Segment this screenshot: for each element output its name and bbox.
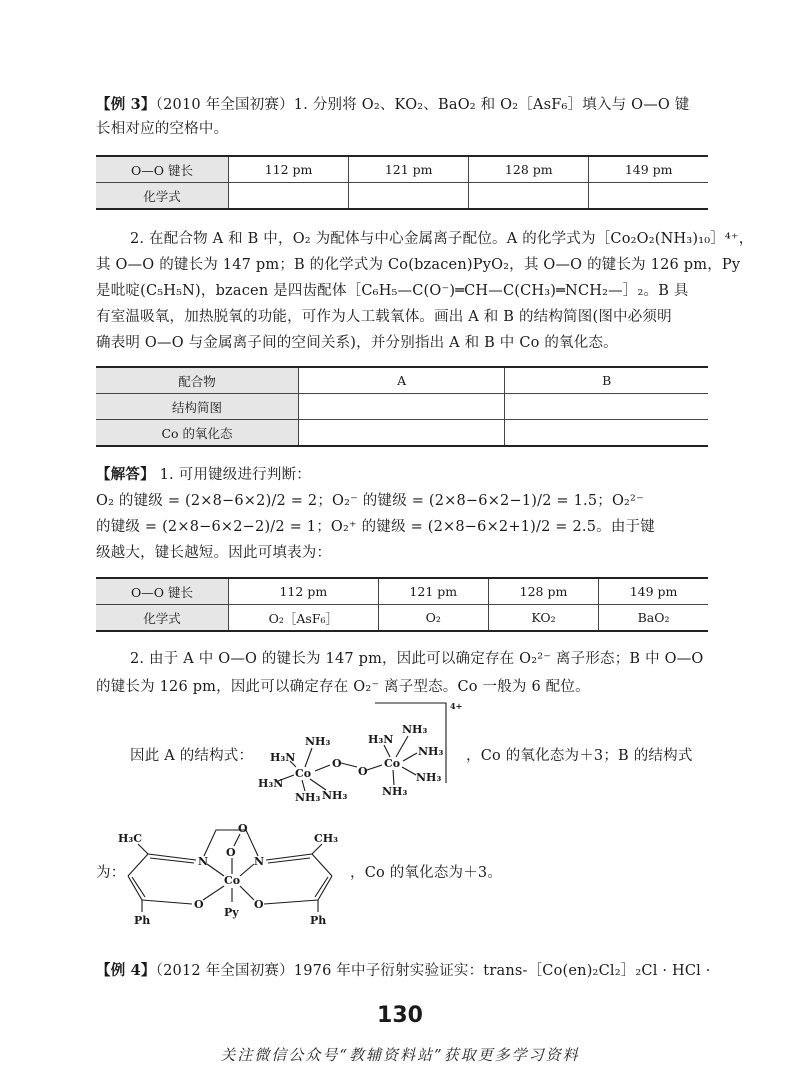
table-cell: O—O 键长: [96, 156, 229, 183]
bond: [312, 844, 322, 854]
bond: [203, 886, 224, 900]
table-cell: 121 pm: [378, 578, 488, 605]
table-cell: 结构简图: [96, 394, 299, 420]
oxygen-atom: O: [238, 822, 248, 835]
table-cell: [229, 183, 349, 210]
table-cell: Co 的氧化态: [96, 420, 299, 447]
bond: [142, 900, 192, 904]
oxygen-atom: O: [194, 898, 204, 911]
table-cell: 121 pm: [349, 156, 469, 183]
oxygen-atom: O: [226, 846, 236, 859]
table-row: [96, 420, 708, 447]
bond: [315, 765, 330, 771]
example3-line2: 长相对应的空格中。: [96, 121, 229, 137]
structB-suffix: ，Co 的氧化态为＋3。: [350, 865, 503, 881]
oxygen-atom: O: [332, 757, 342, 770]
answer-line1: [96, 464, 716, 486]
structure-b-diagram: [112, 818, 350, 930]
footer-note: 关注微信公众号“教辅资料站”获取更多学习资料: [220, 1046, 580, 1064]
bond: [403, 753, 417, 761]
oxygen-atom: O: [254, 898, 264, 911]
ligand-nh3: NH₃: [305, 735, 331, 748]
ligand-nh3: NH₃: [416, 771, 442, 784]
bond: [240, 864, 254, 876]
table-bond-length-blank: [96, 155, 708, 210]
table-cell: 配合物: [96, 367, 299, 394]
nitrogen-atom: N: [254, 855, 265, 868]
ligand-nh3: NH₃: [322, 789, 348, 802]
ligand-h3n: H₃N: [368, 733, 394, 746]
bond: [234, 834, 240, 846]
part2-line1: 2. 由于 A 中 O—O 的键长为 147 pm，因此可以确定存在 O₂²⁻ 离子形态；B 中 O—O: [130, 651, 704, 667]
table-cell: [505, 394, 708, 420]
ligand-nh3: NH₃: [418, 745, 444, 758]
example4-line: [96, 960, 716, 982]
table-cell: [505, 420, 708, 447]
table-row: [96, 367, 708, 394]
table-cell: [469, 183, 589, 210]
pyridine-label: Py: [224, 906, 239, 919]
bond: [312, 854, 332, 876]
table-cell: [589, 183, 708, 210]
table-row: [96, 605, 708, 632]
bond: [264, 900, 318, 904]
answer-line3: 的键级 = (2×8−6×2−2)/2 = 1；O₂⁺ 的键级 = (2×8−6×2+1)/2 = 2.5。由于键: [96, 519, 655, 535]
table-bond-length-filled: [96, 577, 708, 632]
ligand-h3n: H₃N: [270, 751, 296, 764]
bond: [240, 886, 254, 900]
co-atom: Co: [224, 874, 241, 887]
bond: [305, 748, 312, 767]
table-cell: [349, 183, 469, 210]
bond: [302, 780, 305, 791]
answer-line2: O₂ 的键级 = (2×8−6×2)/2 = 2；O₂⁻ 的键级 = (2×8−6×2−1)/2 = 1.5；O₂²⁻: [96, 493, 644, 509]
para2-line2: 其 O—O 的键长为 147 pm；B 的化学式为 Co(bzacen)PyO₂，其 O—O 的键长为 126 pm，Py: [96, 257, 741, 273]
bond: [367, 765, 382, 770]
table-row: [96, 156, 708, 183]
ligand-h3n: H₃N: [258, 777, 284, 790]
ligand-nh3: NH₃: [295, 791, 321, 804]
table-cell: O₂［AsF₆］: [229, 605, 379, 632]
ligand-nh3: NH₃: [382, 785, 408, 798]
example4-tag: 【例 4】: [96, 962, 156, 979]
table-cell: 化学式: [96, 183, 229, 210]
structure-a-diagram: [250, 695, 465, 805]
answer-line4: 级越大，键长越短。因此可填表为：: [96, 545, 332, 561]
table-cell: 128 pm: [469, 156, 589, 183]
structA-prefix: 因此 A 的结构式：: [130, 748, 254, 764]
para2-line5: 确表明 O—O 与金属离子间的空间关系)，并分别指出 A 和 B 中 Co 的氧化态。: [96, 335, 618, 351]
structA-suffix: ，Co 的氧化态为＋3；B 的结构式: [466, 748, 693, 764]
table-cell: O₂: [378, 605, 488, 632]
table-cell: 化学式: [96, 605, 229, 632]
table-cell: A: [299, 367, 505, 394]
bond: [128, 876, 142, 900]
bond: [138, 844, 148, 854]
ligand-nh3: NH₃: [402, 723, 428, 736]
page-number: 130: [377, 1003, 423, 1028]
para2-line4: 有室温吸氧，加热脱氧的功能，可作为人工载氧体。画出 A 和 B 的结构简图(图中必须明: [96, 309, 672, 325]
table-cell: 112 pm: [229, 578, 379, 605]
table-row: [96, 183, 708, 210]
table-cell: 128 pm: [488, 578, 598, 605]
table-cell: 112 pm: [229, 156, 349, 183]
bond: [402, 767, 416, 775]
answer-tag: 【解答】: [96, 466, 155, 483]
bond: [310, 779, 326, 790]
part2-line2: 的键长为 126 pm，因此可以确定存在 O₂⁻ 离子型态。Co 一般为 6 配位。: [96, 679, 590, 695]
table-cell: BaO₂: [599, 605, 708, 632]
bond: [318, 876, 332, 900]
charge-label: 4+: [450, 701, 463, 711]
table-cell: 149 pm: [589, 156, 708, 183]
phenyl-label: Ph: [310, 914, 327, 927]
example3-line1: [96, 94, 716, 116]
para2-line3: 是吡啶(C₅H₅N)，bzacen 是四齿配体［C₆H₅—C(O⁻)═CH—C(CH₃)═NCH₂—］₂。B 具: [96, 283, 689, 299]
bond: [207, 864, 224, 876]
methyl-label: H₃C: [118, 832, 142, 845]
example3-tag: 【例 3】: [96, 96, 156, 113]
example3-text: （2010 年全国初赛）1. 分别将 O₂、KO₂、BaO₂ 和 O₂［AsF₆］填入与 O—O 键: [155, 97, 690, 113]
bond: [341, 763, 357, 767]
table-cell: [299, 420, 505, 447]
bond: [396, 736, 408, 757]
table-cell: [299, 394, 505, 420]
table-row: [96, 578, 708, 605]
table-cell: B: [505, 367, 708, 394]
co-atom-left: Co: [295, 767, 312, 780]
table-row: [96, 394, 708, 420]
bond: [128, 854, 148, 876]
bond: [384, 745, 390, 757]
table-complex-structure: [96, 366, 708, 447]
methyl-label: CH₃: [314, 832, 338, 845]
structB-prefix: 为：: [96, 865, 126, 881]
phenyl-label: Ph: [134, 914, 151, 927]
example4-text: （2012 年全国初赛）1976 年中子衍射实验证实：trans-［Co(en)₂Cl₂］₂Cl · HCl ·: [155, 963, 711, 979]
bond: [393, 770, 394, 785]
oxygen-atom: O: [358, 765, 368, 778]
nitrogen-atom: N: [198, 855, 209, 868]
table-cell: O—O 键长: [96, 578, 229, 605]
table-cell: KO₂: [488, 605, 598, 632]
table-cell: 149 pm: [599, 578, 708, 605]
co-atom-right: Co: [384, 757, 401, 770]
para2-line1: 2. 在配合物 A 和 B 中，O₂ 为配体与中心金属离子配位。A 的化学式为［Co₂O₂(NH₃)₁₀］⁴⁺，: [130, 231, 754, 247]
answer-text: 1. 可用键级进行判断：: [154, 467, 311, 483]
